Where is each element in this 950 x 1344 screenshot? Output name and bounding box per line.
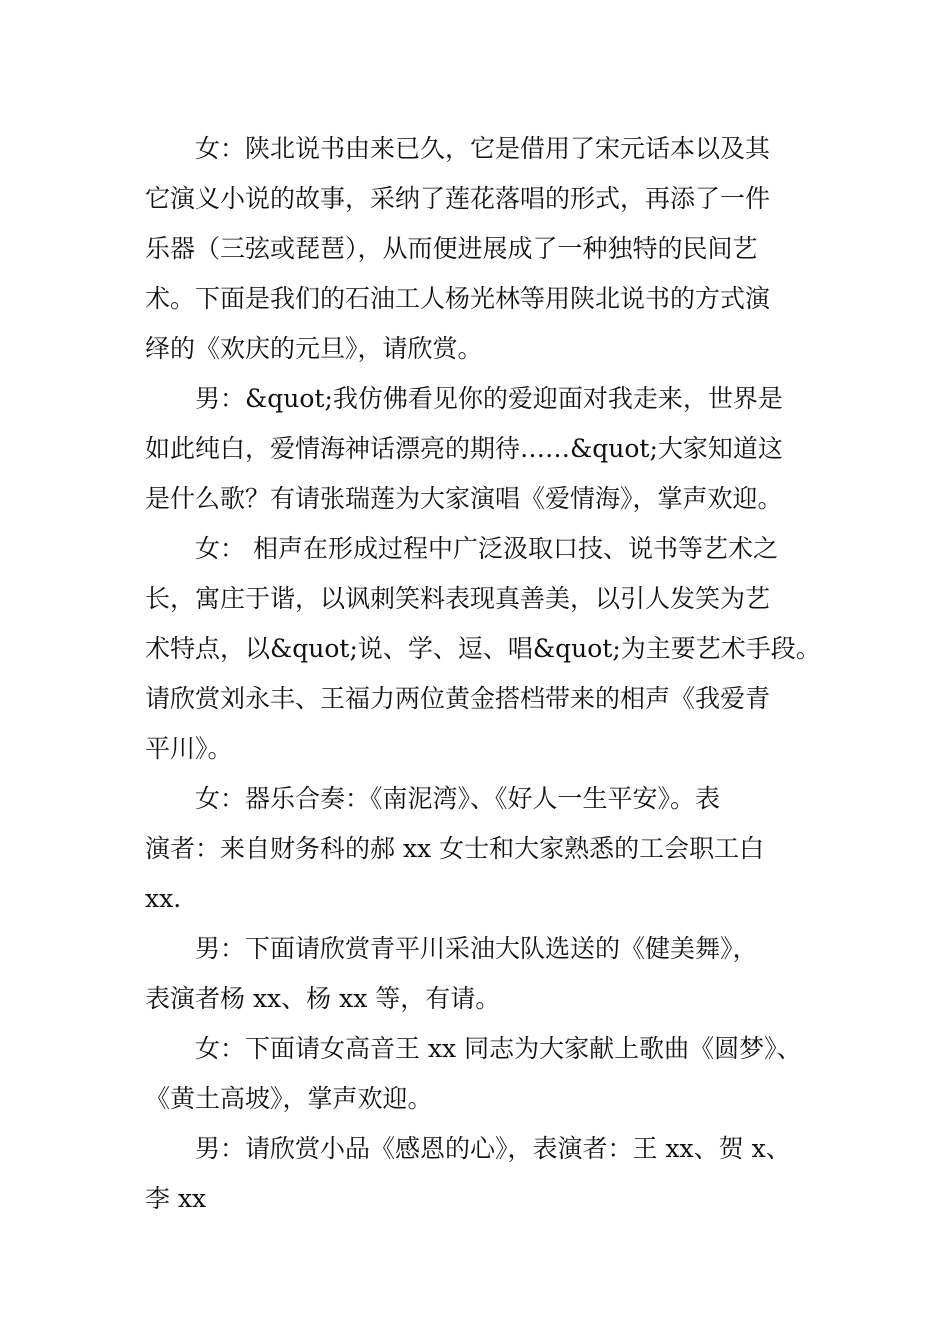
text-line: 女： 相声在形成过程中广泛汲取口技、说书等艺术之 [195, 534, 778, 563]
text-line: 请欣赏刘永丰、王福力两位黄金搭档带来的相声《我爱青 [145, 684, 771, 713]
paragraph-shaanbei-storytelling [145, 124, 825, 374]
text-line: 女：陕北说书由来已久，它是借用了宋元话本以及其 [195, 134, 771, 163]
text-line: 绎的《欢庆的元旦》，请欣赏。 [145, 334, 483, 363]
paragraph-crosstalk [145, 524, 825, 774]
text-line: 术。下面是我们的石油工人杨光林等用陕北说书的方式演 [145, 284, 771, 313]
text-line: xx. [145, 884, 182, 913]
text-line: 女：下面请女高音王 xx 同志为大家献上歌曲《圆梦》、 [195, 1034, 802, 1063]
text-line: 如此纯白，爱情海神话漂亮的期待……&quot;大家知道这 [145, 434, 783, 463]
text-line: 演者：来自财务科的郝 xx 女士和大家熟悉的工会职工白 [145, 834, 765, 863]
text-line: 女：器乐合奏：《南泥湾》、《好人一生平安》。表 [195, 784, 721, 813]
text-line: 它演义小说的故事，采纳了莲花落唱的形式，再添了一件 [145, 184, 771, 213]
text-line: 男：请欣赏小品《感恩的心》，表演者：王 xx、贺 x、 [195, 1134, 791, 1163]
paragraph-skit [145, 1124, 825, 1224]
paragraph-instrumental-ensemble [145, 774, 825, 924]
text-line: 男：&quot;我仿佛看见你的爱迎面对我走来，世界是 [195, 384, 783, 413]
text-line: 表演者杨 xx、杨 xx 等，有请。 [145, 984, 501, 1013]
text-line: 《黄土高坡》，掌声欢迎。 [145, 1084, 433, 1113]
paragraph-fitness-dance [145, 924, 825, 1024]
text-line: 男：下面请欣赏青平川采油大队选送的《健美舞》， [195, 934, 758, 963]
text-line: 李 xx [145, 1184, 207, 1213]
paragraph-love-sea-song [145, 374, 825, 524]
text-line: 术特点，以&quot;说、学、逗、唱&quot;为主要艺术手段。 [145, 634, 821, 663]
document-body [145, 124, 825, 1224]
text-line: 长，寓庄于谐，以讽刺笑料表现真善美，以引人发笑为艺 [145, 584, 771, 613]
text-line: 是什么歌？有请张瑞莲为大家演唱《爱情海》，掌声欢迎。 [145, 484, 783, 513]
paragraph-soprano-songs [145, 1024, 825, 1124]
text-line: 平川》。 [145, 734, 233, 763]
text-line: 乐器（三弦或琵琶），从而便进展成了一种独特的民间艺 [145, 234, 758, 263]
